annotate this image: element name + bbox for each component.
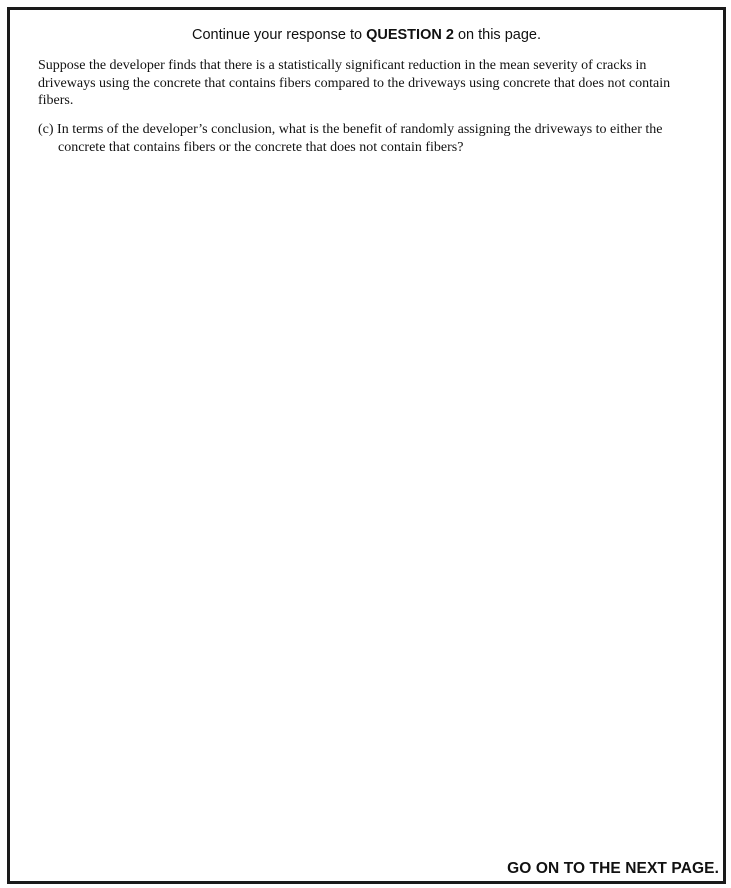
continue-response-header [10,27,723,43]
question-label: QUESTION 2 [366,27,454,43]
go-on-next-page-footer: GO ON TO THE NEXT PAGE. [507,860,719,877]
scenario-paragraph: Suppose the developer finds that there is a statistically significant reduction in the mean severity of cracks in driveways using the concrete that contains fibers compared to the driveways using concrete that does not contain fibers. [38,58,671,108]
response-page-frame [7,7,726,884]
question-part-c: (c) In terms of the developer’s conclusion, what is the benefit of randomly assigning the driveways to either the concrete that contains fibers or the concrete that does not contain fibers? [38,122,663,155]
header-suffix: on this page. [453,27,541,43]
header-prefix: Continue your response to [191,27,367,43]
